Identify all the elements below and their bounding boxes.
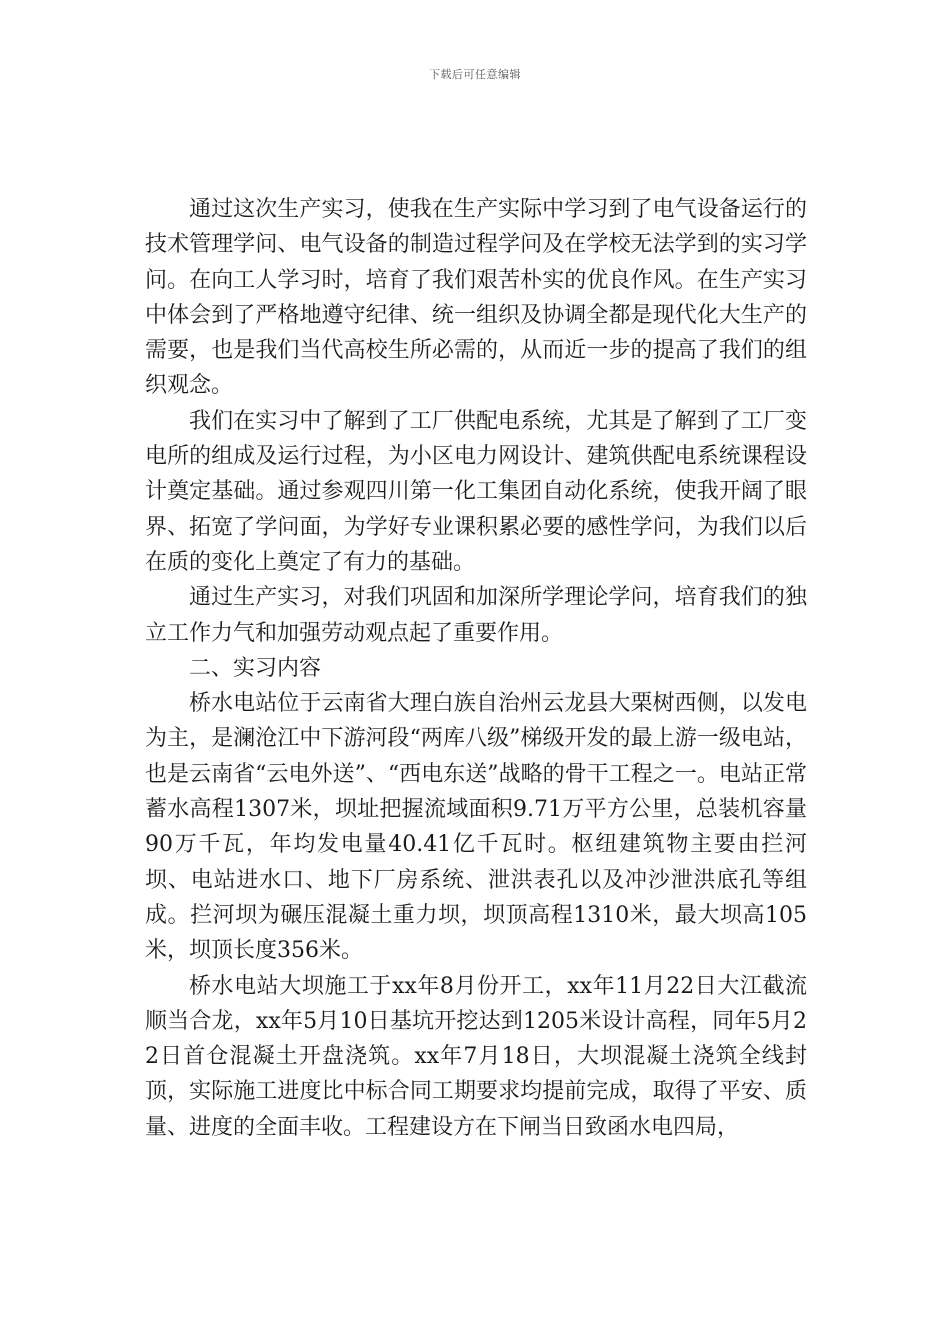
page-header: 下载后可任意编辑 xyxy=(429,68,521,81)
paragraph-practice-gains: 通过这次生产实习，使我在生产实际中学习到了电气设备运行的技术管理学问、电气设备的制造过程学问及在学校无法学到的实习学问。在向工人学习时，培育了我们艰苦朴实的优良作风。在生产实习中体会到了严格地遵守纪律、统一组织及协调全都是现代化大生产的需要，也是我们当代高校生所必需的，从而近一步的提高了我们的组织观念。 xyxy=(145,197,807,399)
paragraph-station-overview: 桥水电站位于云南省大理白族自治州云龙县大栗树西侧，以发电为主，是澜沧江中下游河段“两库八级”梯级开发的最上游一级电站，也是云南省“云电外送”、“西电东送”战略的骨干工程之一。电站正常蓄水高程1307米，坝址把握流域面积9.71万平方公里，总装机容量90万千瓦，年均发电量40.41亿千瓦时。枢纽建筑物主要由拦河坝、电站进水口、地下厂房系统、泄洪表孔以及冲沙泄洪底孔等组成。拦河坝为碾压混凝土重力坝，坝顶高程1310米，最大坝高105米，坝顶长度356米。 xyxy=(145,691,807,964)
paragraph-practice-effect: 通过生产实习，对我们巩固和加深所学理论学问，培育我们的独立工作力气和加强劳动观点起了重要作用。 xyxy=(145,585,807,646)
paragraph-construction-timeline: 桥水电站大坝施工于xx年8月份开工，xx年11月22日大江截流顺当合龙，xx年5月10日基坑开挖达到1205米设计高程，同年5月22日首仓混凝土开盘浇筑。xx年7月18日，大坝混凝土浇筑全线封顶，实际施工进度比中标合同工期要求均提前完成，取得了平安、质量、进度的全面丰收。工程建设方在下闸当日致函水电四局， xyxy=(145,973,807,1140)
section-heading-internship-content: 二、实习内容 xyxy=(189,655,322,681)
paragraph-power-system: 我们在实习中了解到了工厂供配电系统，尤其是了解到了工厂变电所的组成及运行过程，为小区电力网设计、建筑供配电系统课程设计奠定基础。通过参观四川第一化工集团自动化系统，使我开阔了眼界、拓宽了学问面，为学好专业课积累必要的感性学问，为我们以后在质的变化上奠定了有力的基础。 xyxy=(145,408,807,575)
document-body xyxy=(145,192,807,1145)
